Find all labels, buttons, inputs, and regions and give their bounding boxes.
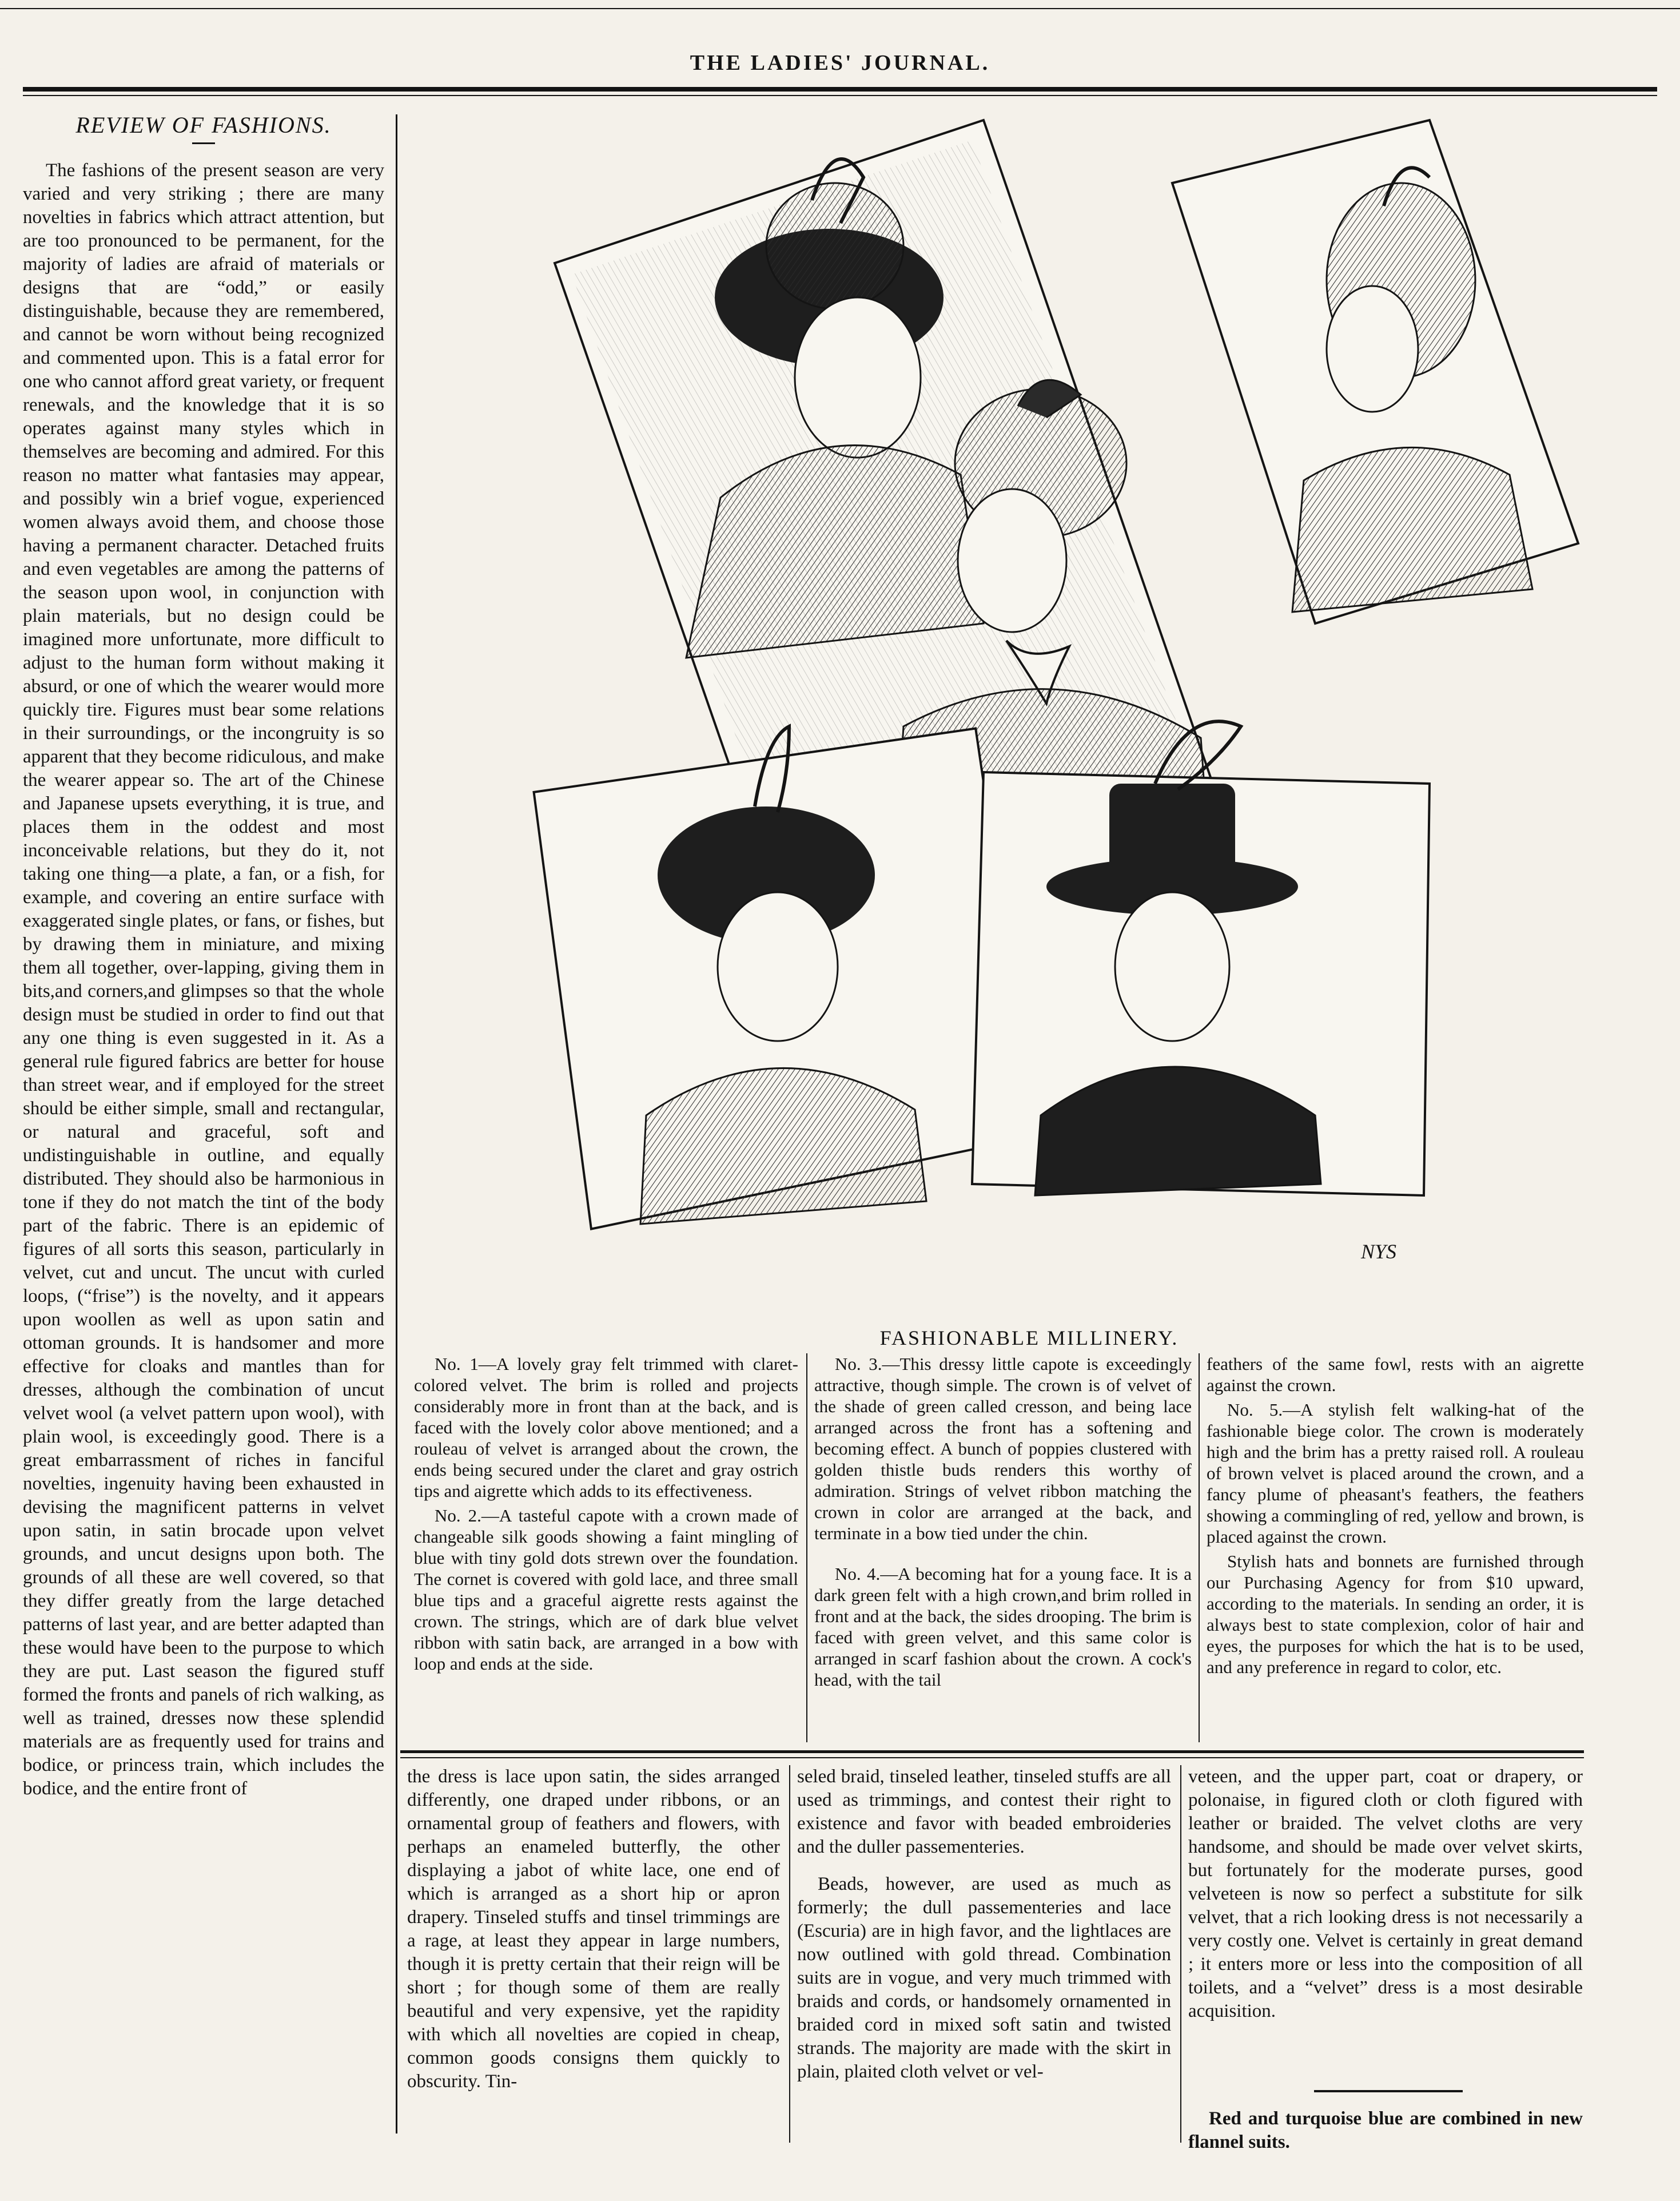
caption-column-3 bbox=[1207, 1353, 1584, 1681]
caption-column-1 bbox=[414, 1353, 798, 1678]
millinery-illustration bbox=[400, 109, 1658, 1316]
face-2-icon bbox=[1327, 286, 1418, 412]
bottom-divider-1 bbox=[789, 1765, 790, 2143]
bottom-divider-2 bbox=[1180, 1765, 1181, 2143]
caption-no4-cont: feathers of the same fowl, rests with an aigrette against the crown. bbox=[1207, 1354, 1584, 1395]
bottom-col3-text: veteen, and the upper part, coat or drapery, or polonaise, in figured cloth or cloth figured with leather or braided. The velvet cloths are very handsome, and should be made over velvet skirts, but fortunately for the moderate purses, good velveteen is now so perfect a substitute for silk velvet, that a rich looking dress is not necessarily a very costly one. Velvet is certainly in great demand ; it enters more or less into the composition of all toilets, and a “velvet” dress is a most desirable acquisition. bbox=[1188, 1766, 1583, 2021]
column-divider-left bbox=[396, 114, 397, 2134]
masthead-rule bbox=[23, 87, 1657, 92]
bottom-section-rule-thin bbox=[400, 1757, 1584, 1758]
portrait-card-2 bbox=[1172, 120, 1578, 623]
face-4-icon bbox=[718, 892, 838, 1041]
engraver-signature: NYS bbox=[1361, 1240, 1397, 1263]
portrait-card-5 bbox=[972, 721, 1430, 1195]
bottom-col2-text-b: Beads, however, are used as much as formerly; the dull passementeries and lace (Escuria) are in high favor, and the lightlaces are now outlined with gold thread. Combination suits are in vogue, and very much trimmed with braids and cords, or handsomely ornamented in braided cord in mixed soft satin and twisted strands. The majority are made with the skirt in plain, plaited cloth velvet or vel- bbox=[797, 1874, 1171, 2082]
closing-rule bbox=[1314, 2090, 1463, 2092]
review-column bbox=[23, 113, 384, 1801]
bottom-col2-text-a: seled braid, tinseled leather, tinseled stuffs are all used as trimmings, and contest their right to existence and favor with beaded embroideries and the duller passementeries. bbox=[797, 1766, 1171, 1857]
caption-column-2 bbox=[814, 1353, 1192, 1694]
bottom-section-rule bbox=[400, 1750, 1584, 1753]
closing-note-text: Red and turquoise blue are combined in new flannel suits. bbox=[1188, 2108, 1583, 2152]
top-border bbox=[0, 8, 1680, 9]
illustration-caption: FASHIONABLE MILLINERY. bbox=[879, 1326, 1179, 1349]
purchasing-agency-note: Stylish hats and bonnets are furnished through our Purchasing Agency for from $10 upward, according to the materials. In sending an order, it is always best to state complexion, color of hair and eyes, the purposes for which the hat is to be used, and any preference in regard to color, etc. bbox=[1207, 1551, 1584, 1677]
face-5-icon bbox=[1115, 892, 1229, 1041]
review-title: REVIEW OF FASHIONS. bbox=[75, 112, 332, 138]
caption-divider-1 bbox=[806, 1353, 807, 1742]
masthead-rule-thin bbox=[23, 95, 1657, 96]
bottom-col1-text: the dress is lace upon satin, the sides arranged differently, one draped under ribbons, or an ornamental group of feathers and flowers, with perhaps an enameled butterfly, the other displaying a jabot of white lace, one end of which is arranged as a short hip or apron drapery. Tinseled stuffs and tinsel trimmings are a rage, at least they appear in large numbers, though it is pretty certain that their reign will be short ; for though some of them are really beautiful and very expensive, yet the rapidity with which all novelties are copied in cheap, common goods consigns them quickly to obscurity. Tin- bbox=[407, 1766, 780, 2092]
caption-no1: No. 1—A lovely gray felt trimmed with claret-colored velvet. The brim is rolled and projects considerably more in front than at the back, and is faced with the lovely color above mentioned; and a rouleau of velvet is arranged about the crown, the ends being secured under the claret and gray ostrich tips and aigrette which adds to its effectiveness. bbox=[414, 1354, 798, 1501]
caption-no5: No. 5.—A stylish felt walking-hat of the fashionable biege color. The crown is moderately high and the brim has a pretty raised roll. A rouleau of brown velvet is placed around the crown, and a fancy plume of pheasant's feathers, the feathers showing a commingling of red, yellow and brown, is placed against the crown. bbox=[1207, 1400, 1584, 1547]
bottom-column-2 bbox=[797, 1765, 1171, 2084]
closing-note bbox=[1188, 2107, 1583, 2154]
portrait-card-4 bbox=[532, 726, 1040, 1230]
face-3-icon bbox=[958, 489, 1066, 632]
bottom-column-1 bbox=[407, 1765, 780, 2093]
review-paragraph: The fashions of the present season are very varied and very striking ; there are many novelties in fabrics which attract attention, but are too pronounced to be permanent, for the majority of ladies are afraid of materials or designs that are “odd,” or easily distinguishable, because they are remembered, and cannot be worn without being recognized and commented upon. This is a fatal error for one who cannot afford great variety, or frequent renewals, and the knowledge that it is so operates against many styles which in themselves are becoming and admired. For this reason no matter what fantasies may appear, and possibly win a brief vogue, experienced women always avoid them, and choose those having a permanent character. Detached fruits and even vegetables are among the patterns of the season upon wool, in conjunction with plain materials, but no design could be imagined more unfortunate, more difficult to adjust to the human form without making it absurd, or one of which the wearer would more quickly tire. Figures must bear some relations in their surroundings, or the incongruity is so apparent that they become ridiculous, and make the wearer appear so. The art of the Chinese and Japanese upsets everything, it is true, and places them in the oddest and most inconceivable relations, but they do it, not taking one thing—a plate, a fan, or a fish, for example, and covering an entire surface with exaggerated single plates, or fans, or fishes, but by drawing them in miniature, and mixing them all together, over-lapping, giving them in bits,and corners,and glimpses so that the whole design must be studied in order to find out that any one thing is even suggested in it. As a general rule figured fabrics are better for house than street wear, and if employed for the street should be either simple, small and rectangular, or natural and graceful, soft and undistinguishable in outline, and equally distributed. They should also be harmonious in tone if they do not match the tint of the body part of the fabric. There is an epidemic of figures of all sorts this season, particularly in velvet, cut and uncut. The uncut with curled loops, (“frise”) is the novelty, and it appears upon woollen as well as upon satin and ottoman grounds. It is handsomer and more effective for cloaks and mantles than for dresses, although the combination of uncut velvet wool (a velvet pattern upon wool), with plain wool, is exceedingly good. There is a great embarrassment of riches in fanciful novelties, ingenuity having been exhausted in devising the magnificent patterns in velvet upon satin, in satin brocade upon velvet grounds, and uncut designs upon both. The grounds of all these are well covered, so that they differ greatly from the large detached patterns of last year, and are better adapted than these would have been to the purpose to which they are put. Last season the figured stuff formed the fronts and panels of rich walking, as well as trained, dresses now these splendid materials are as frequently used for trains and bodice, or princess train, which includes the bodice, and the entire front of bbox=[23, 160, 384, 1799]
caption-no4: No. 4.—A becoming hat for a young face. It is a dark green felt with a high crown,and brim rolled in front and at the back, the sides drooping. The brim is faced with green velvet, and this same color is arranged in scarf fashion about the crown. A cock's head, with the tail bbox=[814, 1564, 1192, 1690]
bottom-column-3 bbox=[1188, 1765, 1583, 2023]
title-dash bbox=[192, 142, 215, 144]
caption-no3: No. 3.—This dressy little capote is exceedingly attractive, though simple. The crown is of velvet of the shade of green called cresson, and being lace arranged across the front has a softening and becoming effect. A bunch of poppies clustered with golden thistle buds renders this worthy of admiration. Strings of velvet ribbon matching the crown in color are arranged at the back, and terminate in a bow tied under the chin. bbox=[814, 1354, 1192, 1543]
face-1-icon bbox=[795, 297, 921, 458]
caption-no2: No. 2.—A tasteful capote with a crown made of changeable silk goods showing a faint mingling of blue with tiny gold dots strewn over the foundation. The cornet is covered with gold lace, and three small blue tips and a graceful aigrette rests against the crown. The strings, which are of dark blue velvet ribbon with satin back, are arranged in a bow with loop and ends at the side. bbox=[414, 1505, 798, 1674]
masthead: THE LADIES' JOURNAL. bbox=[690, 51, 990, 75]
millinery-engraving bbox=[400, 109, 1658, 1316]
caption-divider-2 bbox=[1199, 1353, 1200, 1742]
